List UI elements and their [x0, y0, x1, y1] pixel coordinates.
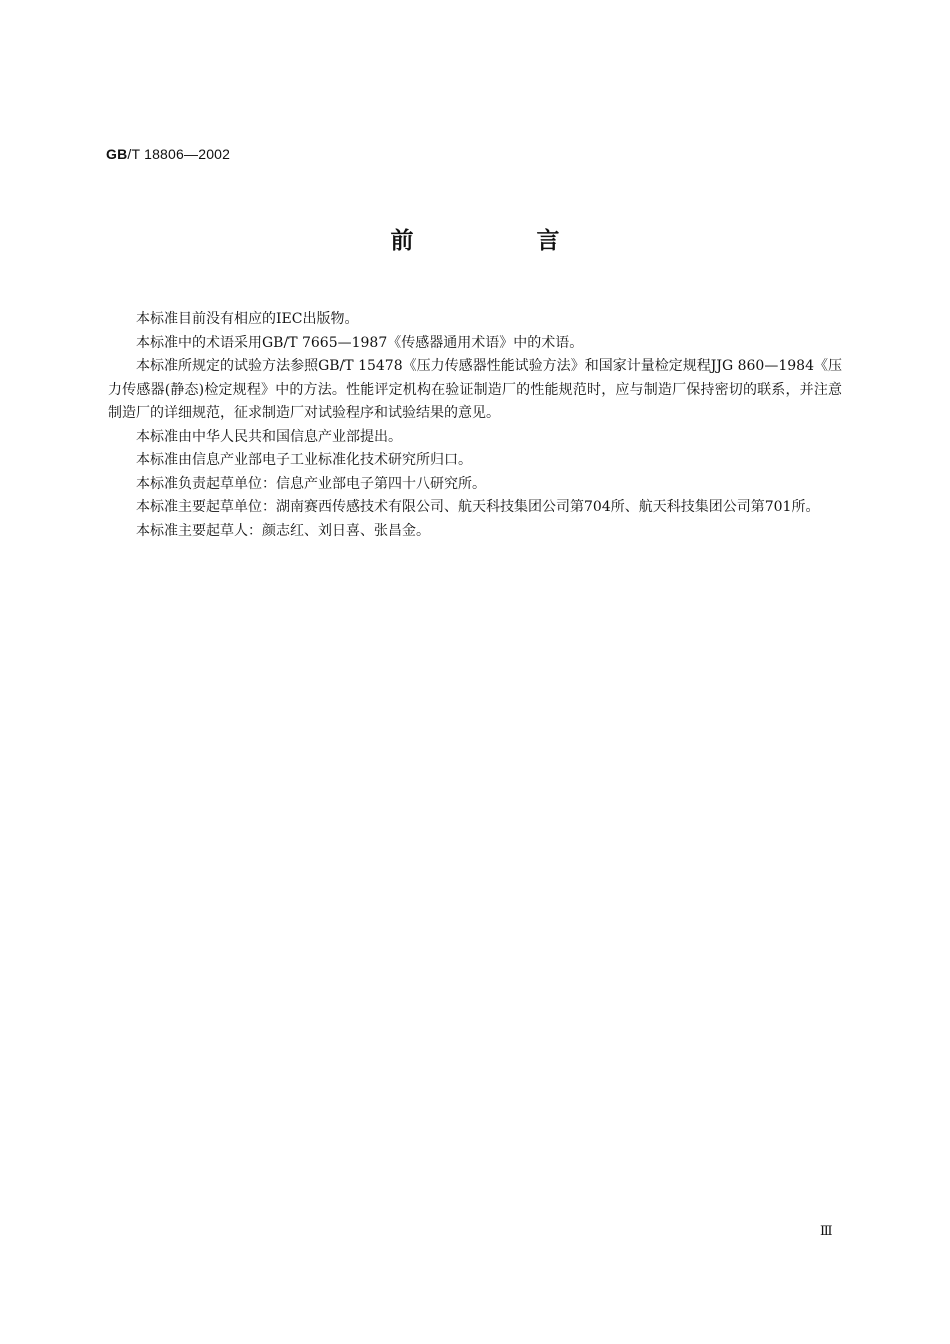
page-title: 前 言 — [390, 228, 610, 254]
standard-code-prefix: GB — [106, 146, 128, 162]
standard-code-number: /T 18806—2002 — [127, 146, 231, 162]
paragraph: 本标准负责起草单位：信息产业部电子第四十八研究所。 — [136, 475, 486, 492]
paragraph: 本标准由中华人民共和国信息产业部提出。 — [136, 428, 402, 445]
paragraph: 本标准主要起草单位：湖南赛西传感技术有限公司、航天科技集团公司第704所、航天科技集团公司第701所。 — [136, 499, 820, 515]
paragraph: 本标准所规定的试验方法参照GB/T 15478《压力传感器性能试验方法》和国家计量检定规程JJG 860—1984《压力传感器(静态)检定规程》中的方法。性能评定机构在验证制造厂的性能规范时，应与制造厂保持密切的联系，并注意制造厂的详细规范，征求制造厂对试验程序和试验结果的意见。 — [108, 358, 842, 421]
paragraph: 本标准目前没有相应的IEC出版物。 — [136, 311, 359, 327]
paragraph: 本标准由信息产业部电子工业标准化技术研究所归口。 — [136, 452, 472, 468]
standard-code — [106, 146, 230, 162]
paragraph: 本标准主要起草人：颜志红、刘日喜、张昌金。 — [136, 522, 430, 539]
paragraph: 本标准中的术语采用GB/T 7665—1987《传感器通用术语》中的术语。 — [136, 334, 584, 351]
page-number: Ⅲ — [820, 1224, 833, 1239]
foreword-body — [108, 308, 842, 543]
